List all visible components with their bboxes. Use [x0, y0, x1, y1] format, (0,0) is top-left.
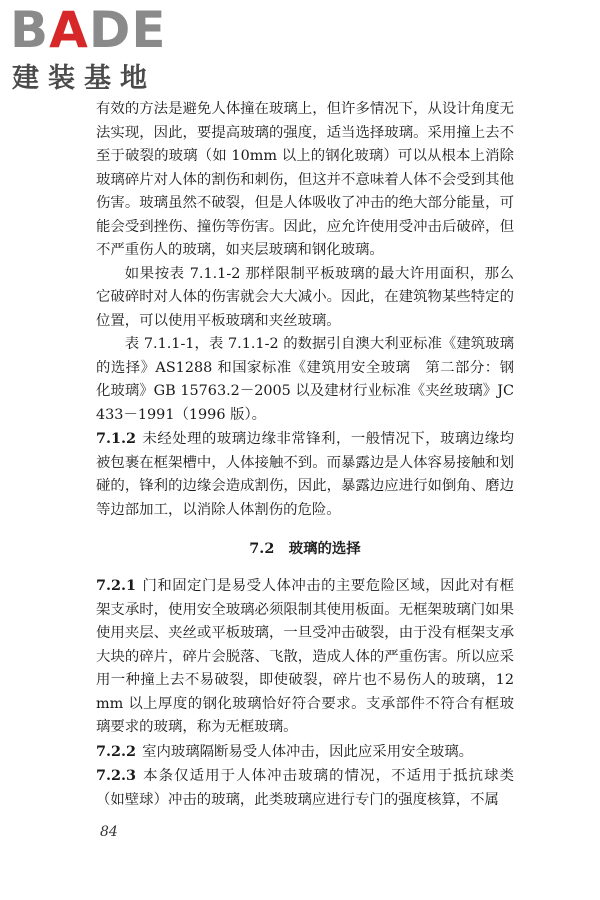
clause-7-2-3: [96, 764, 514, 812]
logo-letter-a-accent: A: [49, 1, 89, 59]
paragraph-intro: 有效的方法是避免人体撞在玻璃上，但许多情况下，从设计角度无法实现，因此，要提高玻璃的强度，适当选择玻璃。采用撞上去不至于破裂的玻璃（如 10mm 以上的钢化玻璃）可以从根本上消除玻璃碎片对人体的割伤和刺伤，但这并不意味着人体不会受到其他伤害。玻璃虽然不破裂，但是人体吸收了冲击的绝大部分能量，可能会受到挫伤、撞伤等伤害。因此，应允许使用受冲击后破碎，但不严重伤人的玻璃，如夹层玻璃和钢化玻璃。: [96, 101, 514, 258]
clause-7-2-1: [96, 574, 514, 740]
logo-wordmark: [10, 1, 167, 59]
clause-7-1-2: [96, 427, 514, 522]
section-heading: 7.2 玻璃的选择: [249, 540, 361, 557]
clause-text: 本条仅适用于人体冲击玻璃的情况，不适用于抵抗球类（如壁球）冲击的玻璃，此类玻璃应进行专门的强度核算，不属: [96, 768, 514, 808]
logo-subtitle: 建装基地: [12, 63, 156, 94]
logo-letter-b: B: [10, 1, 50, 59]
logo-letters-de: DE: [88, 1, 167, 59]
clause-text: 门和固定门是易受人体冲击的主要危险区域，因此对有框架支承时，使用安全玻璃必须限制其使用板面。无框架玻璃门如果使用夹层、夹丝或平板玻璃，一旦受冲击破裂，由于没有框架支承大块的碎片，碎片会脱落、飞散，造成人体的严重伤害。所以应采用一种撞上去不易破裂，即使破裂，碎片也不易伤人的玻璃，12mm 以上厚度的钢化玻璃恰好符合要求。支承部件不符合有框玻璃要求的玻璃，称为无框玻璃。: [96, 578, 514, 735]
clause-text: 室内玻璃隔断易受人体冲击，因此应采用安全玻璃。: [142, 743, 474, 760]
clause-number: 7.2.1: [96, 577, 137, 594]
clause-7-2-2: [96, 740, 514, 765]
clause-text: 未经处理的玻璃边缘非常锋利，一般情况下，玻璃边缘均被包裹在框架槽中，人体接触不到。而暴露边是人体容易接触和划碰的，锋利的边缘会造成割伤，因此，暴露边应进行如倒角、磨边等边部加工，以消除人体割伤的危险。: [96, 431, 514, 518]
page-number: 84: [100, 824, 118, 840]
document-body: [96, 98, 514, 812]
clause-number: 7.2.3: [96, 767, 137, 784]
clause-number: 7.1.2: [96, 430, 137, 447]
clause-number: 7.2.2: [96, 742, 137, 760]
bade-logo: [10, 1, 180, 96]
paragraph-data-source: 表 7.1.1-1，表 7.1.1-2 的数据引自澳大利亚标准《建筑玻璃的选择》AS1288 和国家标准《建筑用安全玻璃 第二部分：钢化玻璃》GB 15763.2－2005 以及建材行业标准《夹丝玻璃》JC 433－1991（1996 版）。: [96, 336, 514, 423]
paragraph-table-limit: 如果按表 7.1.1-2 那样限制平板玻璃的最大许用面积，那么它破碎时对人体的伤害就会大大减小。因此，在建筑物某些特定的位置，可以使用平板玻璃和夹丝玻璃。: [96, 265, 514, 329]
